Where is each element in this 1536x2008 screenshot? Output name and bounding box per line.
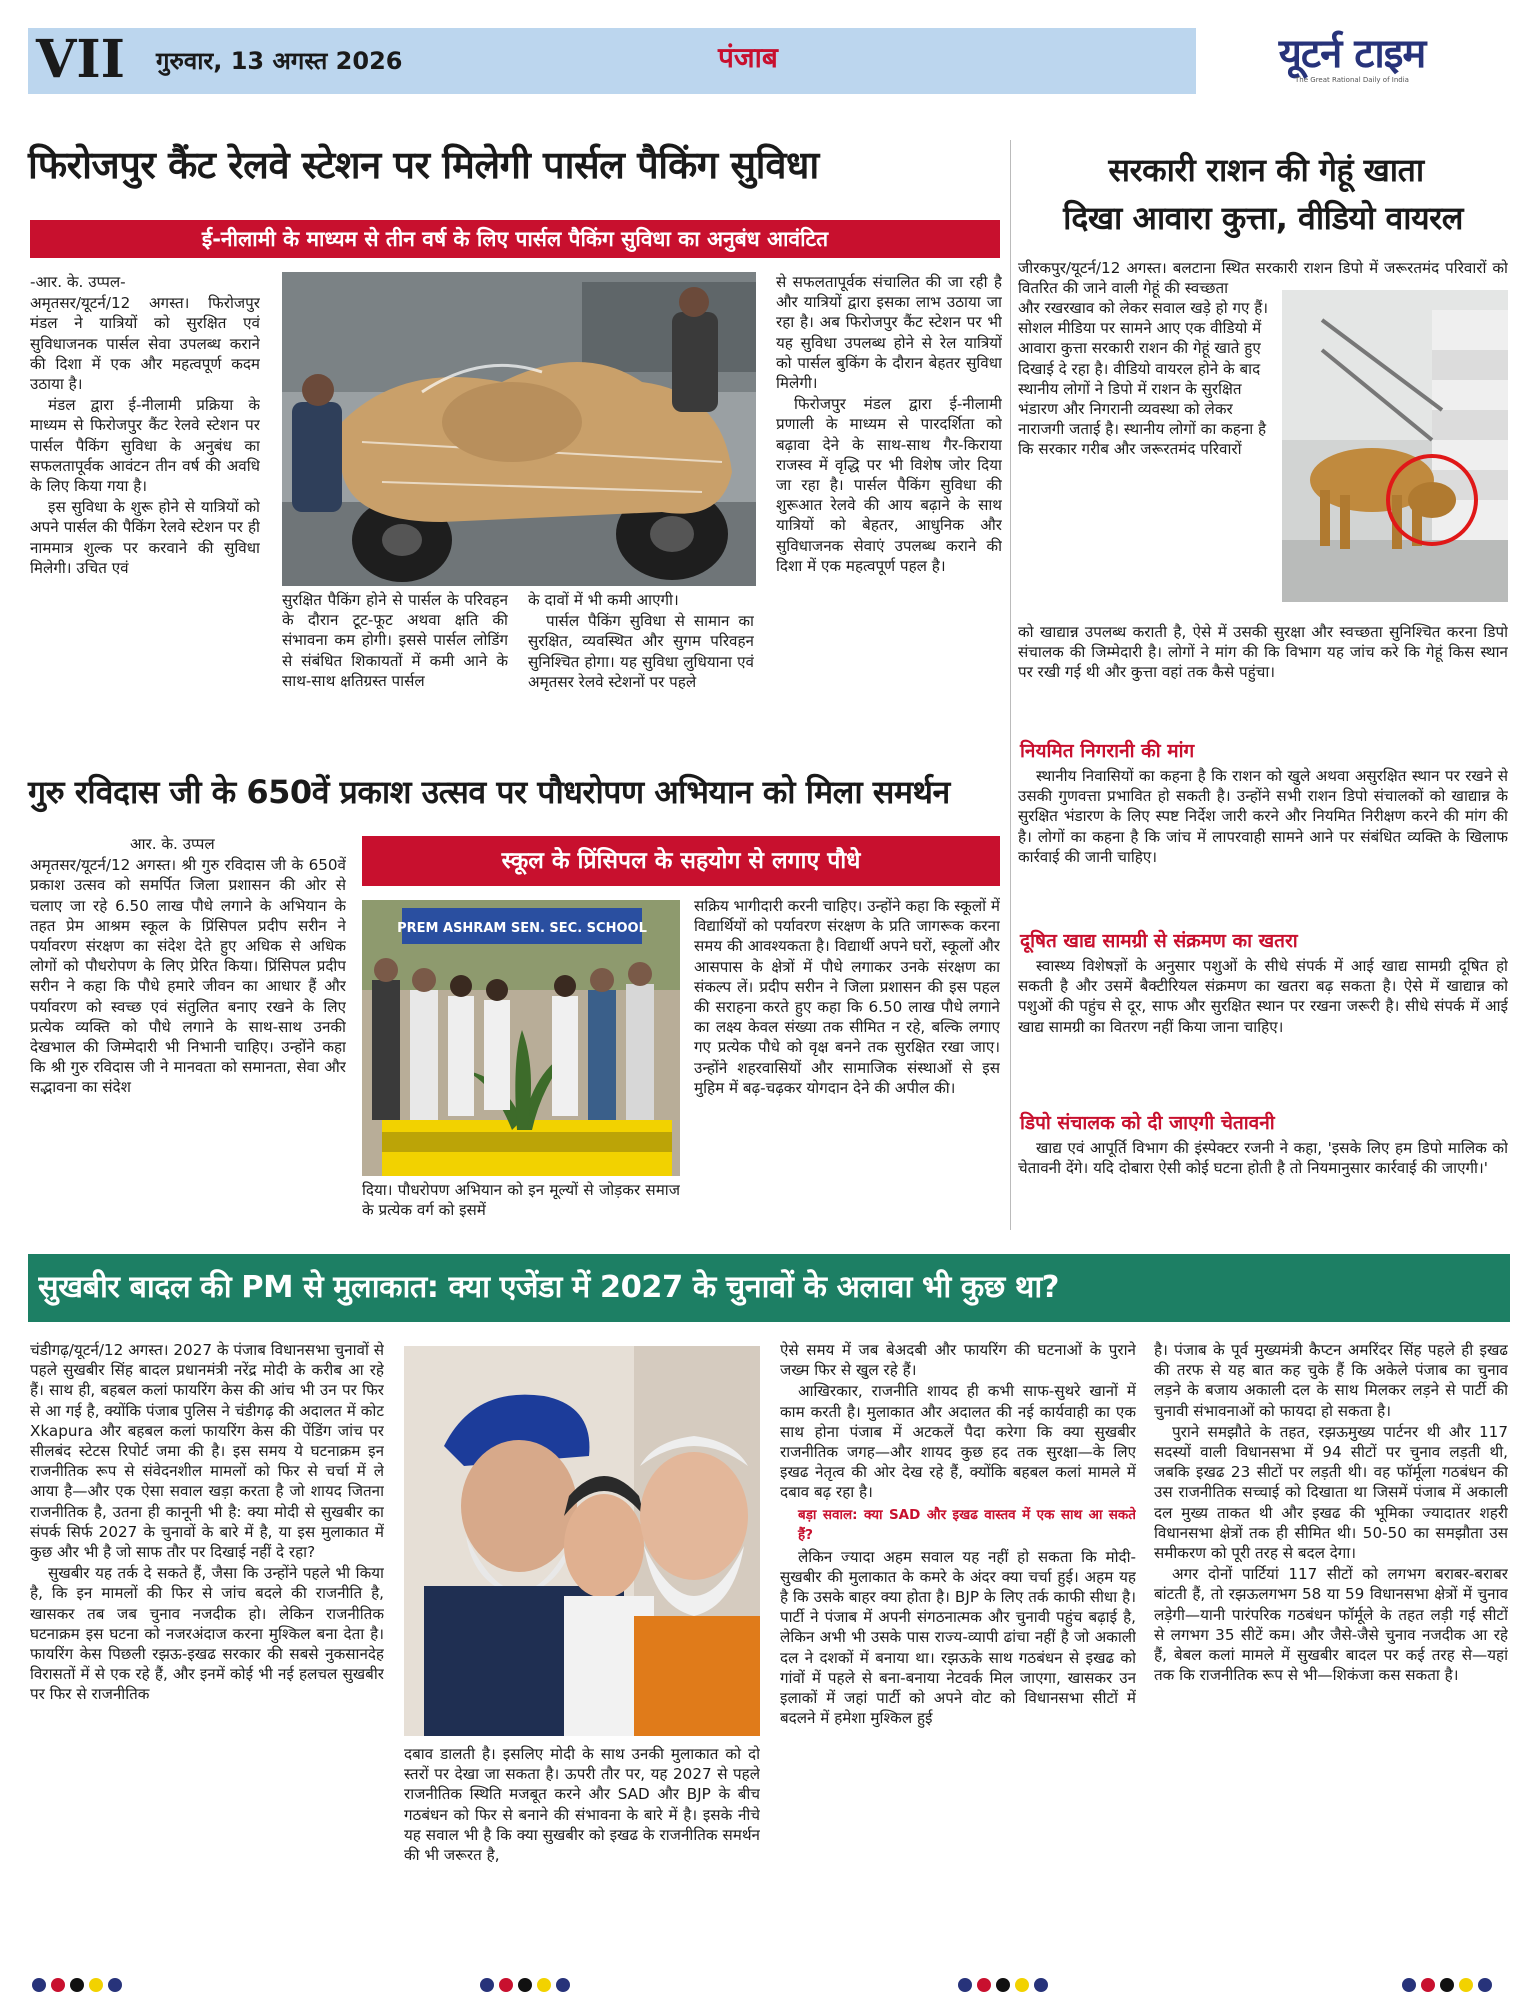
story4-col1 xyxy=(30,1340,384,1920)
story4-col4-p1: है। पंजाब के पूर्व मुख्यमंत्री कैप्टन अमरिंदर सिंह पहले ही इखढ की तरफ से यह बात कह चुके हैं कि अकेले पंजाब का चुनाव लड़ने के बजाय अकाली दल के साथ मिलकर लड़ने से पार्टी की चुनावी संभावनाओं को फायदा हो सकता है। xyxy=(1154,1341,1508,1420)
story3-banner xyxy=(362,836,1000,886)
reg-dot xyxy=(1421,1978,1435,1992)
story1-col4-p2: फिरोजपुर मंडल द्वारा ई-नीलामी प्रणाली के माध्यम से पारदर्शिता को बढ़ावा देने के साथ-साथ गैर-किराया राजस्व में वृद्धि पर भी विशेष जोर दिया जा रहा है। पार्सल पैकिंग सुविधा की शुरूआत रेलवे की आय बढ़ाने के साथ यात्रियों को बेहतर, आधुनिक और सुविधाजनक सेवाएं उपलब्ध कराने की दिशा में एक महत्वपूर्ण पहल है। xyxy=(776,395,1002,575)
story2-headline-line2: दिखा आवारा कुत्ता, वीडियो वायरल xyxy=(1063,199,1463,237)
registration-marks-right xyxy=(1402,1978,1492,1992)
story1-banner xyxy=(30,220,1000,258)
reg-dot xyxy=(70,1978,84,1992)
reg-dot xyxy=(958,1978,972,1992)
story2-intro-text: जीरकपुर/यूटर्न/12 अगस्त। बलटाना स्थित सरकारी राशन डिपो में जरूरतमंद परिवारों को वितरित की जाने वाली गेहूं की स्वच्छता xyxy=(1018,259,1508,298)
story2-sub3-paragraph: खाद्य एवं आपूर्ति विभाग की इंस्पेक्टर रजनी ने कहा, 'इसके लिए हम डिपो मालिक को चेतावनी देंगे। यदि दोबारा ऐसी कोई घटना होती है तो नियमानुसार कार्रवाई की जाएगी।' xyxy=(1018,1139,1508,1178)
story1-col1 xyxy=(30,272,260,742)
story1-col2-p1: सुरक्षित पैकिंग होने से पार्सल के परिवहन के दौरान टूट-फूट अथवा क्षति की संभावना कम होगी। इससे पार्सल लोडिंग से संबंधित शिकायतों में कमी आने के साथ-साथ क्षतिग्रस्त पार्सल xyxy=(282,591,508,690)
reg-dot xyxy=(1015,1978,1029,1992)
reg-dot xyxy=(499,1978,513,1992)
brand-name: यूटर्न टाइम xyxy=(1278,31,1426,77)
reg-dot xyxy=(1402,1978,1416,1992)
story4-col2-text: दबाव डालती है। इसलिए मोदी के साथ उनकी मुलाकात को दो स्तरों पर देखा जा सकता है। ऊपरी तौर पर, यह 2027 से पहले राजनीतिक स्थिति मजबूत करने और SAD और BJP के बीच गठबंधन को फिर से बनाने की संभावना के बारे में है। इसके नीचे यह सवाल भी है कि क्या सुखबीर को इखढ के राजनीतिक समर्थन की भी जरूरत है, xyxy=(404,1745,760,1865)
story2-beside-photo-text: और रखरखाव को लेकर सवाल खड़े हो गए हैं। सोशल मीडिया पर सामने आए एक वीडियो में आवारा कुत्ता सरकारी राशन की गेहूं खाते हुए दिखाई दे रहा है। वीडियो वायरल होने के बाद स्थानीय लोगों ने डिपो में राशन के सुरक्षित भंडारण और निगरानी व्यवस्था को लेकर नाराजगी जताई है। स्थानीय लोगों का कहना है कि सरकार गरीब और जरूरतमंद परिवारों xyxy=(1018,299,1269,459)
story1-col1-p1: अमृतसर/यूटर्न/12 अगस्त। फिरोजपुर मंडल ने यात्रियों को सुरक्षित एवं सुविधाजनक पार्सल सेवा उपलब्ध कराने की दिशा में एक और महत्वपूर्ण कदम उठाया है। xyxy=(30,294,260,394)
story4-col4 xyxy=(1154,1340,1508,1920)
reg-dot xyxy=(537,1978,551,1992)
story3-col2-text: दिया। पौधरोपण अभियान को इन मूल्यों से जोड़कर समाज के प्रत्येक वर्ग को इसमें xyxy=(362,1181,680,1220)
reg-dot xyxy=(1459,1978,1473,1992)
story4-col4-p3: अगर दोनों पार्टियां 117 सीटों को लगभग बराबर-बराबर बांटती हैं, तो रझऊलगभग 58 या 59 विधानसभा क्षेत्रों में चुनाव लड़ेगी—यानी पारंपरिक गठबंधन फॉर्मूले के तहत लड़ी गई सीटों से लगभग 35 सीटें कम। और जैसे-जैसे चुनाव नजदीक आ रहे हैं, बेबल कलां मामले में सुखबीर बादल पर कई तरह से—यहां तक कि राजनीतिक रूप से भी—शिकंजा कस सकता है। xyxy=(1154,1565,1508,1685)
page-date: गुरुवार, 13 अगस्त 2026 xyxy=(156,47,403,75)
story1-col3-p2: पार्सल पैकिंग सुविधा से सामान का सुरक्षित, व्यवस्थित और सुगम परिवहन सुनिश्चित होगा। यह सुविधा लुधियाना एवं अमृतसर रेलवे स्टेशनों पर पहले xyxy=(528,612,754,691)
story1-photo xyxy=(282,272,756,586)
story2-sub1-text xyxy=(1018,766,1508,926)
reg-dot xyxy=(1440,1978,1454,1992)
story4-col3-p1: ऐसे समय में जब बेअदबी और फायरिंग की घटनाओं के पुराने जख्म फिर से खुल रहे हैं। xyxy=(780,1341,1136,1380)
story1-col3-p1: के दावों में भी कमी आएगी। xyxy=(528,591,679,609)
story1-byline: -आर. के. उप्पल- xyxy=(30,273,126,291)
reg-dot xyxy=(51,1978,65,1992)
reg-dot xyxy=(977,1978,991,1992)
page-number: VII xyxy=(36,29,125,90)
reg-dot xyxy=(1034,1978,1048,1992)
story3-headline: गुरु रविदास जी के 650वें प्रकाश उत्सव पर पौधरोपण अभियान को मिला समर्थन xyxy=(28,773,950,811)
story4-col3-p3: लेकिन ज्यादा अहम सवाल यह नहीं हो सकता कि मोदी-सुखबीर की मुलाकात के कमरे के अंदर क्या चर्चा हुई। अहम यह है कि उसके बाहर क्या होता है। BJP के लिए तर्क काफी सीधा है। पार्टी ने पंजाब में अपनी संगठनात्मक और चुनावी पहुंच बढ़ाई है, लेकिन अभी भी उसके पास राज्य-व्यापी ढांचा नहीं है जो अकाली दल ने दशकों में बनाया था। रझऊके साथ गठबंधन से इखढ को गांवों में पहले से बना-बनाया नेटवर्क मिल जाएगा, खासकर उन इलाकों में जहां पार्टी को अपने वोट को विधानसभा सीटों में बदलने में हमेशा मुश्किल हुई xyxy=(780,1547,1136,1728)
story3-col3-text: सक्रिय भागीदारी करनी चाहिए। उन्होंने कहा कि स्कूलों में विद्यार्थियों को पर्यावरण संरक्षण के प्रति जागरूक करना समय की आवश्यकता है। विद्यार्थी अपने घरों, स्कूलों और आसपास के क्षेत्रों में पौधे लगाकर उनके संरक्षण का संकल्प लें। प्रदीप सरीन ने जिला प्रशासन की इस पहल की सराहना करते हुए कहा कि 6.50 लाख पौधे लगाने का लक्ष्य केवल संख्या तक सीमित न रहे, बल्कि लगाए गए प्रत्येक पौधे को वृक्ष बनने तक सुरक्षित रखा जाए। उन्होंने शहरवासियों और सामाजिक संस्थाओं से इस मुहिम में बढ़-चढ़कर योगदान देने की अपील की। xyxy=(694,897,1000,1097)
registration-marks-center xyxy=(480,1978,570,1992)
story2-sub2-paragraph: स्वास्थ्य विशेषज्ञों के अनुसार पशुओं के सीधे संपर्क में आई खाद्य सामग्री दूषित हो सकती है और उसमें बैक्टीरियल संक्रमण का खतरा बढ़ सकता है। ऐसे में खाद्यान्न को पशुओं की पहुंच से दूर, साफ और सुरक्षित स्थान पर रखना जरूरी है। सीधे संपर्क में आई खाद्य सामग्री का वितरण नहीं किया जाना चाहिए। xyxy=(1018,957,1508,1036)
registration-marks-left xyxy=(32,1978,122,1992)
story1-col3 xyxy=(528,590,754,742)
reg-dot xyxy=(480,1978,494,1992)
story1-col4-p1: से सफलतापूर्वक संचालित की जा रही है और यात्रियों द्वारा इसका लाभ उठाया जा रहा है। अब फिरोजपुर कैंट स्टेशन पर भी यह सुविधा उपलब्ध होने से रेल यात्रियों को पार्सल बुकिंग के दौरान बेहतर सुविधा मिलेगी। xyxy=(776,273,1002,393)
story4-col2 xyxy=(404,1744,760,1920)
reg-dot xyxy=(89,1978,103,1992)
story3-col1 xyxy=(30,834,346,1230)
story3-banner-text: स्कूल के प्रिंसिपल के सहयोग से लगाए पौधे xyxy=(501,848,861,874)
story2-photo xyxy=(1282,290,1508,602)
registration-marks-center-right xyxy=(958,1978,1048,1992)
leaders-meeting-illustration xyxy=(404,1346,760,1736)
story4-subheading: बड़ा सवाल: क्या SAD और इखढ वास्तव में एक साथ आ सकते हैं? xyxy=(798,1506,1136,1543)
story4-photo xyxy=(404,1346,760,1736)
story2-beside-photo xyxy=(1018,298,1272,622)
story3-col3 xyxy=(694,896,1000,1230)
story1-headline: फिरोजपुर कैंट रेलवे स्टेशन पर मिलेगी पार्सल पैकिंग सुविधा xyxy=(28,143,819,187)
school-sign-text: PREM ASHRAM SEN. SEC. SCHOOL xyxy=(397,921,647,936)
story2-headline-line1: सरकारी राशन की गेहूं खाता xyxy=(1108,151,1424,189)
dog-eating-wheat-illustration xyxy=(1282,290,1508,602)
column-divider xyxy=(1010,140,1011,1230)
brand-logo xyxy=(1196,28,1508,94)
reg-dot xyxy=(996,1978,1010,1992)
story1-banner-text: ई-नीलामी के माध्यम से तीन वर्ष के लिए पार्सल पैकिंग सुविधा का अनुबंध आवंटित xyxy=(201,227,829,251)
story1-col4 xyxy=(776,272,1002,742)
story2-after-photo-text: को खाद्यान्न उपलब्ध कराती है, ऐसे में उसकी सुरक्षा और स्वच्छता सुनिश्चित करना डिपो संचालक की जिम्मेदारी है। लोगों ने मांग की कि विभाग यह जांच करे कि गेहूं किस स्थान पर रखी गई थी और कुत्ता वहां तक कैसे पहुंचा। xyxy=(1018,623,1508,682)
reg-dot xyxy=(32,1978,46,1992)
story4-col3-p2: आखिरकार, राजनीति शायद ही कभी साफ-सुथरे खानों में काम करती है। मुलाकात और अदालत की नई कार्यवाही का एक साथ होना पंजाब में अटकलें पैदा करेगा कि क्या सुखबीर राजनीतिक जगह—और शायद कुछ हद तक सुरक्षा—के लिए इखढ नेतृत्व की ओर देख रहे हैं, क्योंकि बहबल कलां मामले में दबाव बढ़ रहा है। xyxy=(780,1382,1136,1502)
story2-after-photo xyxy=(1018,622,1508,730)
section-label: पंजाब xyxy=(718,41,778,74)
packed-bike-illustration xyxy=(282,272,756,586)
story1-col1-p3: इस सुविधा के शुरू होने से यात्रियों को अपने पार्सल की पैकिंग रेलवे स्टेशन पर ही नाममात्र शुल्क पर करवाने की सुविधा मिलेगी। उचित एवं xyxy=(30,498,260,577)
story4-col1-p2: सुखबीर यह तर्क दे सकते हैं, जैसा कि उन्होंने पहले भी किया है, कि इन मामलों की फिर से जांच बदले की राजनीति है, खासकर तब जब चुनाव नजदीक हो। लेकिन राजनीतिक घटनाक्रम इस घटना को नजरअंदाज करना मुश्किल बना देता है। फायरिंग केस पिछली रझऊ-इखढ सरकार की सबसे नुकसानदेह विरासतों में से एक रहे हैं, और इनमें कोई भी नई हलचल सुखबीर पर फिर से राजनीतिक xyxy=(30,1564,384,1704)
story4-headline: सुखबीर बादल की PM से मुलाकात: क्या एजेंडा में 2027 के चुनावों के अलावा भी कुछ था? xyxy=(38,1270,1059,1305)
story3-byline: आर. के. उप्पल xyxy=(130,835,215,853)
story2-sub1-paragraph: स्थानीय निवासियों का कहना है कि राशन को खुले अथवा असुरक्षित स्थान पर रखने से उसकी गुणवत्ता प्रभावित हो सकती है। उन्होंने सभी राशन डिपो संचालकों को खाद्यान्न के सुरक्षित भंडारण के लिए स्पष्ट निर्देश जारी करने और नियमित निरीक्षण करने की मांग की है। लोगों का कहना है कि जांच में लापरवाही सामने आने पर संबंधित व्यक्ति के खिलाफ कार्रवाई की जानी चाहिए। xyxy=(1018,767,1508,866)
story1-col1-p2: मंडल द्वारा ई-नीलामी प्रक्रिया के माध्यम से फिरोजपुर कैंट रेलवे स्टेशन पर पार्सल पैकिंग सुविधा के अनुबंध का सफलतापूर्वक आवंटन तीन वर्ष की अवधि के लिए किया गया है। xyxy=(30,396,260,496)
reg-dot xyxy=(108,1978,122,1992)
story4-col1-p1: चंडीगढ़/यूटर्न/12 अगस्त। 2027 के पंजाब विधानसभा चुनावों से पहले सुखबीर सिंह बादल प्रधानमंत्री नरेंद्र मोदी के करीब आ रहे हैं। साथ ही, बहबल कलां फायरिंग केस की आंच भी उन पर फिर से आ गई है, क्योंकि पंजाब पुलिस ने चंडीगढ़ की अदालत में कोट Xkapura और बहबल कलां फायरिंग केस की पेंडिंग जांच पर सीलबंद स्टेटस रिपोर्ट जमा की है। इस समय ये घटनाक्रम इन राजनीतिक रूप से संवेदनशील मामलों को फिर से चर्चा में ले आया है—और एक ऐसा सवाल खड़ा करता है जो शायद जितना राजनीतिक है, उतना ही कानूनी भी है: क्या मोदी से सुखबीर का संपर्क सिर्फ 2027 के चुनावों के बारे में है, या इस मुलाकात में कुछ और भी है जो साफ तौर पर दिखाई नहीं दे रहा? xyxy=(30,1341,384,1562)
story2-sub2: दूषित खाद्य सामग्री से संक्रमण का खतरा xyxy=(1020,930,1298,952)
story1-col2 xyxy=(282,590,508,742)
story2-sub1: नियमित निगरानी की मांग xyxy=(1020,740,1195,762)
story2-sub2-text xyxy=(1018,956,1508,1106)
brand-tagline: The Great Rational Daily of India xyxy=(1295,76,1409,84)
story3-col2 xyxy=(362,1180,680,1230)
story3-col1-text: अमृतसर/यूटर्न/12 अगस्त। श्री गुरु रविदास जी के 650वें प्रकाश उत्सव को समर्पित जिला प्रशासन की ओर से चलाए जा रहे 6.50 लाख पौधे लगाने के अभियान के तहत प्रेम आश्रम स्कूल के प्रिंसिपल प्रदीप सरीन ने पर्यावरण संरक्षण का संदेश देते हुए अधिक से अधिक लोगों को पौधरोपण के लिए प्रेरित किया। प्रिंसिपल प्रदीप सरीन ने कहा कि पौधे हमारे जीवन का आधार हैं और पर्यावरण को स्वच्छ एवं संतुलित बनाए रखने के लिए प्रत्येक व्यक्ति को पौधे लगाने के साथ-साथ उनकी देखभाल की जिम्मेदारी भी निभानी चाहिए। उन्होंने कहा कि श्री गुरु रविदास जी ने मानवता को समानता, सेवा और सद्भावना का संदेश xyxy=(30,856,346,1097)
plantation-group-illustration xyxy=(362,900,680,1176)
story2-sub3: डिपो संचालक को दी जाएगी चेतावनी xyxy=(1020,1112,1275,1134)
reg-dot xyxy=(556,1978,570,1992)
story4-col4-p2: पुराने समझौते के तहत, रझऊमुख्य पार्टनर थी और 117 सदस्यों वाली विधानसभा में 94 सीटों पर चुनाव लड़ती थी, जबकि इखढ 23 सीटों पर लड़ती थी। वह फॉर्मूला गठबंधन की उस राजनीतिक सच्चाई को दिखाता था जिसमें पंजाब में अकाली दल मुख्य ताकत थी और इखढ की भूमिका ज्यादातर शहरी विधानसभा क्षेत्रों तक ही सीमित थी। 50-50 का समझौता उस समीकरण को पूरी तरह से बदल देगा। xyxy=(1154,1422,1508,1563)
story4-col3 xyxy=(780,1340,1136,1920)
reg-dot xyxy=(518,1978,532,1992)
story2-sub3-text xyxy=(1018,1138,1508,1222)
reg-dot xyxy=(1478,1978,1492,1992)
story3-photo xyxy=(362,900,680,1176)
